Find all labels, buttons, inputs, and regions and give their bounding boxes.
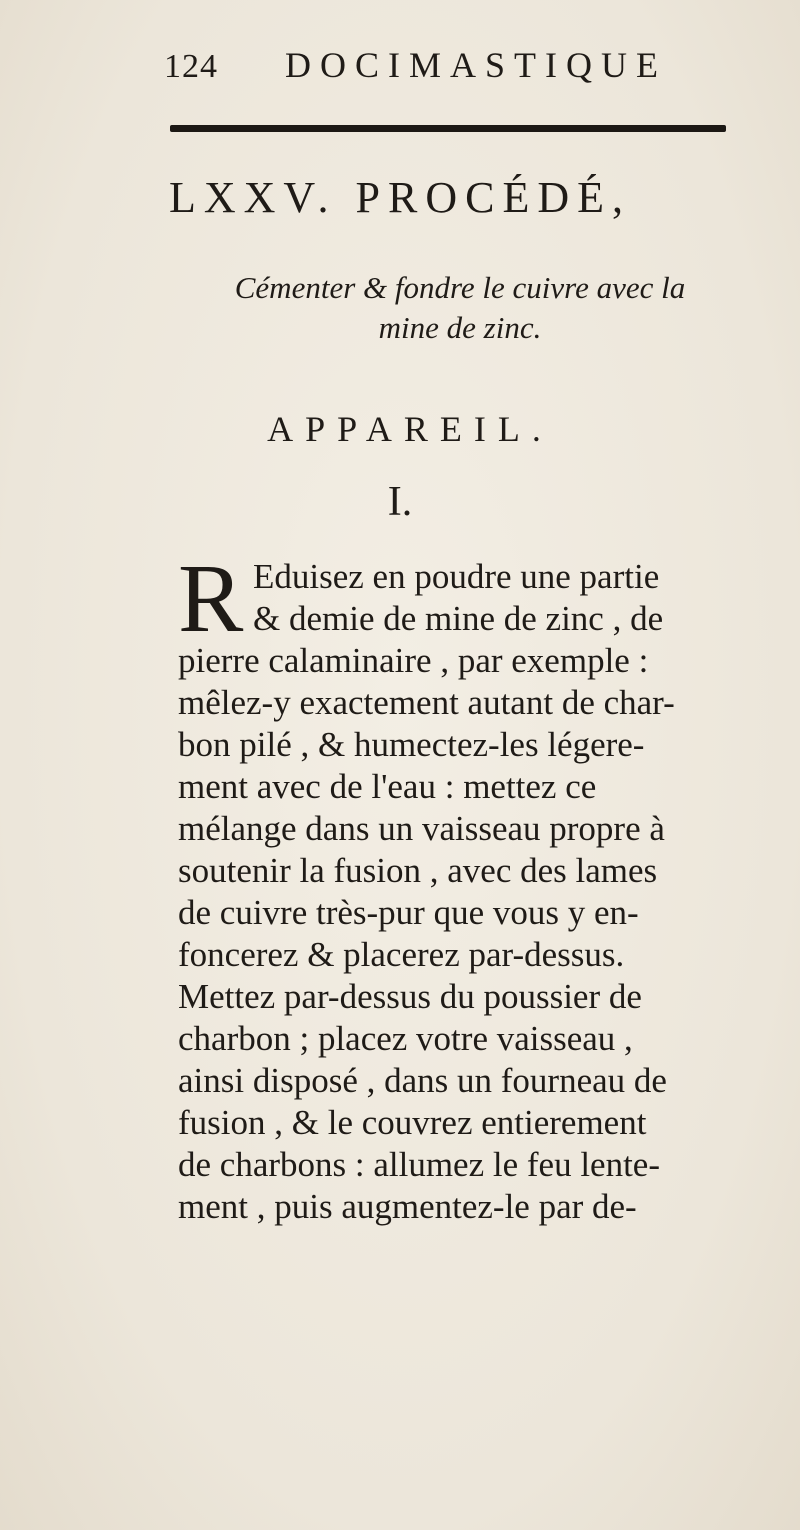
drop-cap: R — [178, 545, 244, 653]
text-line: de charbons : allumez le feu lente- — [178, 1145, 661, 1184]
text-line: bon pilé , & humectez-les légere- — [178, 725, 645, 764]
text-line: pierre calaminaire , par exemple : — [178, 641, 649, 680]
running-head — [150, 40, 710, 90]
text-line: Mettez par-dessus du poussier de — [178, 977, 642, 1016]
procedure-subtitle — [230, 268, 690, 348]
text-line: ment , puis augmentez-le par de- — [178, 1187, 637, 1226]
subtitle-line: Cémenter & fondre le cuivre avec la — [234, 270, 686, 305]
section-number: I. — [387, 479, 413, 525]
text-line: de cuivre très-pur que vous y en- — [178, 893, 639, 932]
running-title: DOCIMASTIQUE — [285, 45, 667, 85]
procedure-heading: LXXV. PROCÉDÉ, — [168, 173, 631, 222]
text-line: mélange dans un vaisseau propre à — [178, 809, 665, 848]
section-label: APPAREIL. — [267, 409, 553, 449]
text-line: Eduisez en poudre une partie — [253, 557, 660, 596]
body-text — [178, 545, 726, 1228]
text-line: charbon ; placez votre vaisseau , — [178, 1019, 633, 1058]
text-line: & demie de mine de zinc , de — [253, 599, 664, 638]
text-line: fusion , & le couvrez entierement — [178, 1103, 647, 1142]
text-line: ment avec de l'eau : mettez ce — [178, 767, 597, 806]
text-line: foncerez & placerez par-dessus. — [178, 935, 625, 974]
subtitle-line: mine de zinc. — [378, 310, 542, 345]
text-line: mêlez-y exactement autant de char- — [178, 683, 675, 722]
page-number: 124 — [164, 48, 218, 85]
text-line: soutenir la fusion , avec des lames — [178, 851, 658, 890]
text-line: ainsi disposé , dans un fourneau de — [178, 1061, 667, 1100]
header-rule — [170, 125, 726, 132]
